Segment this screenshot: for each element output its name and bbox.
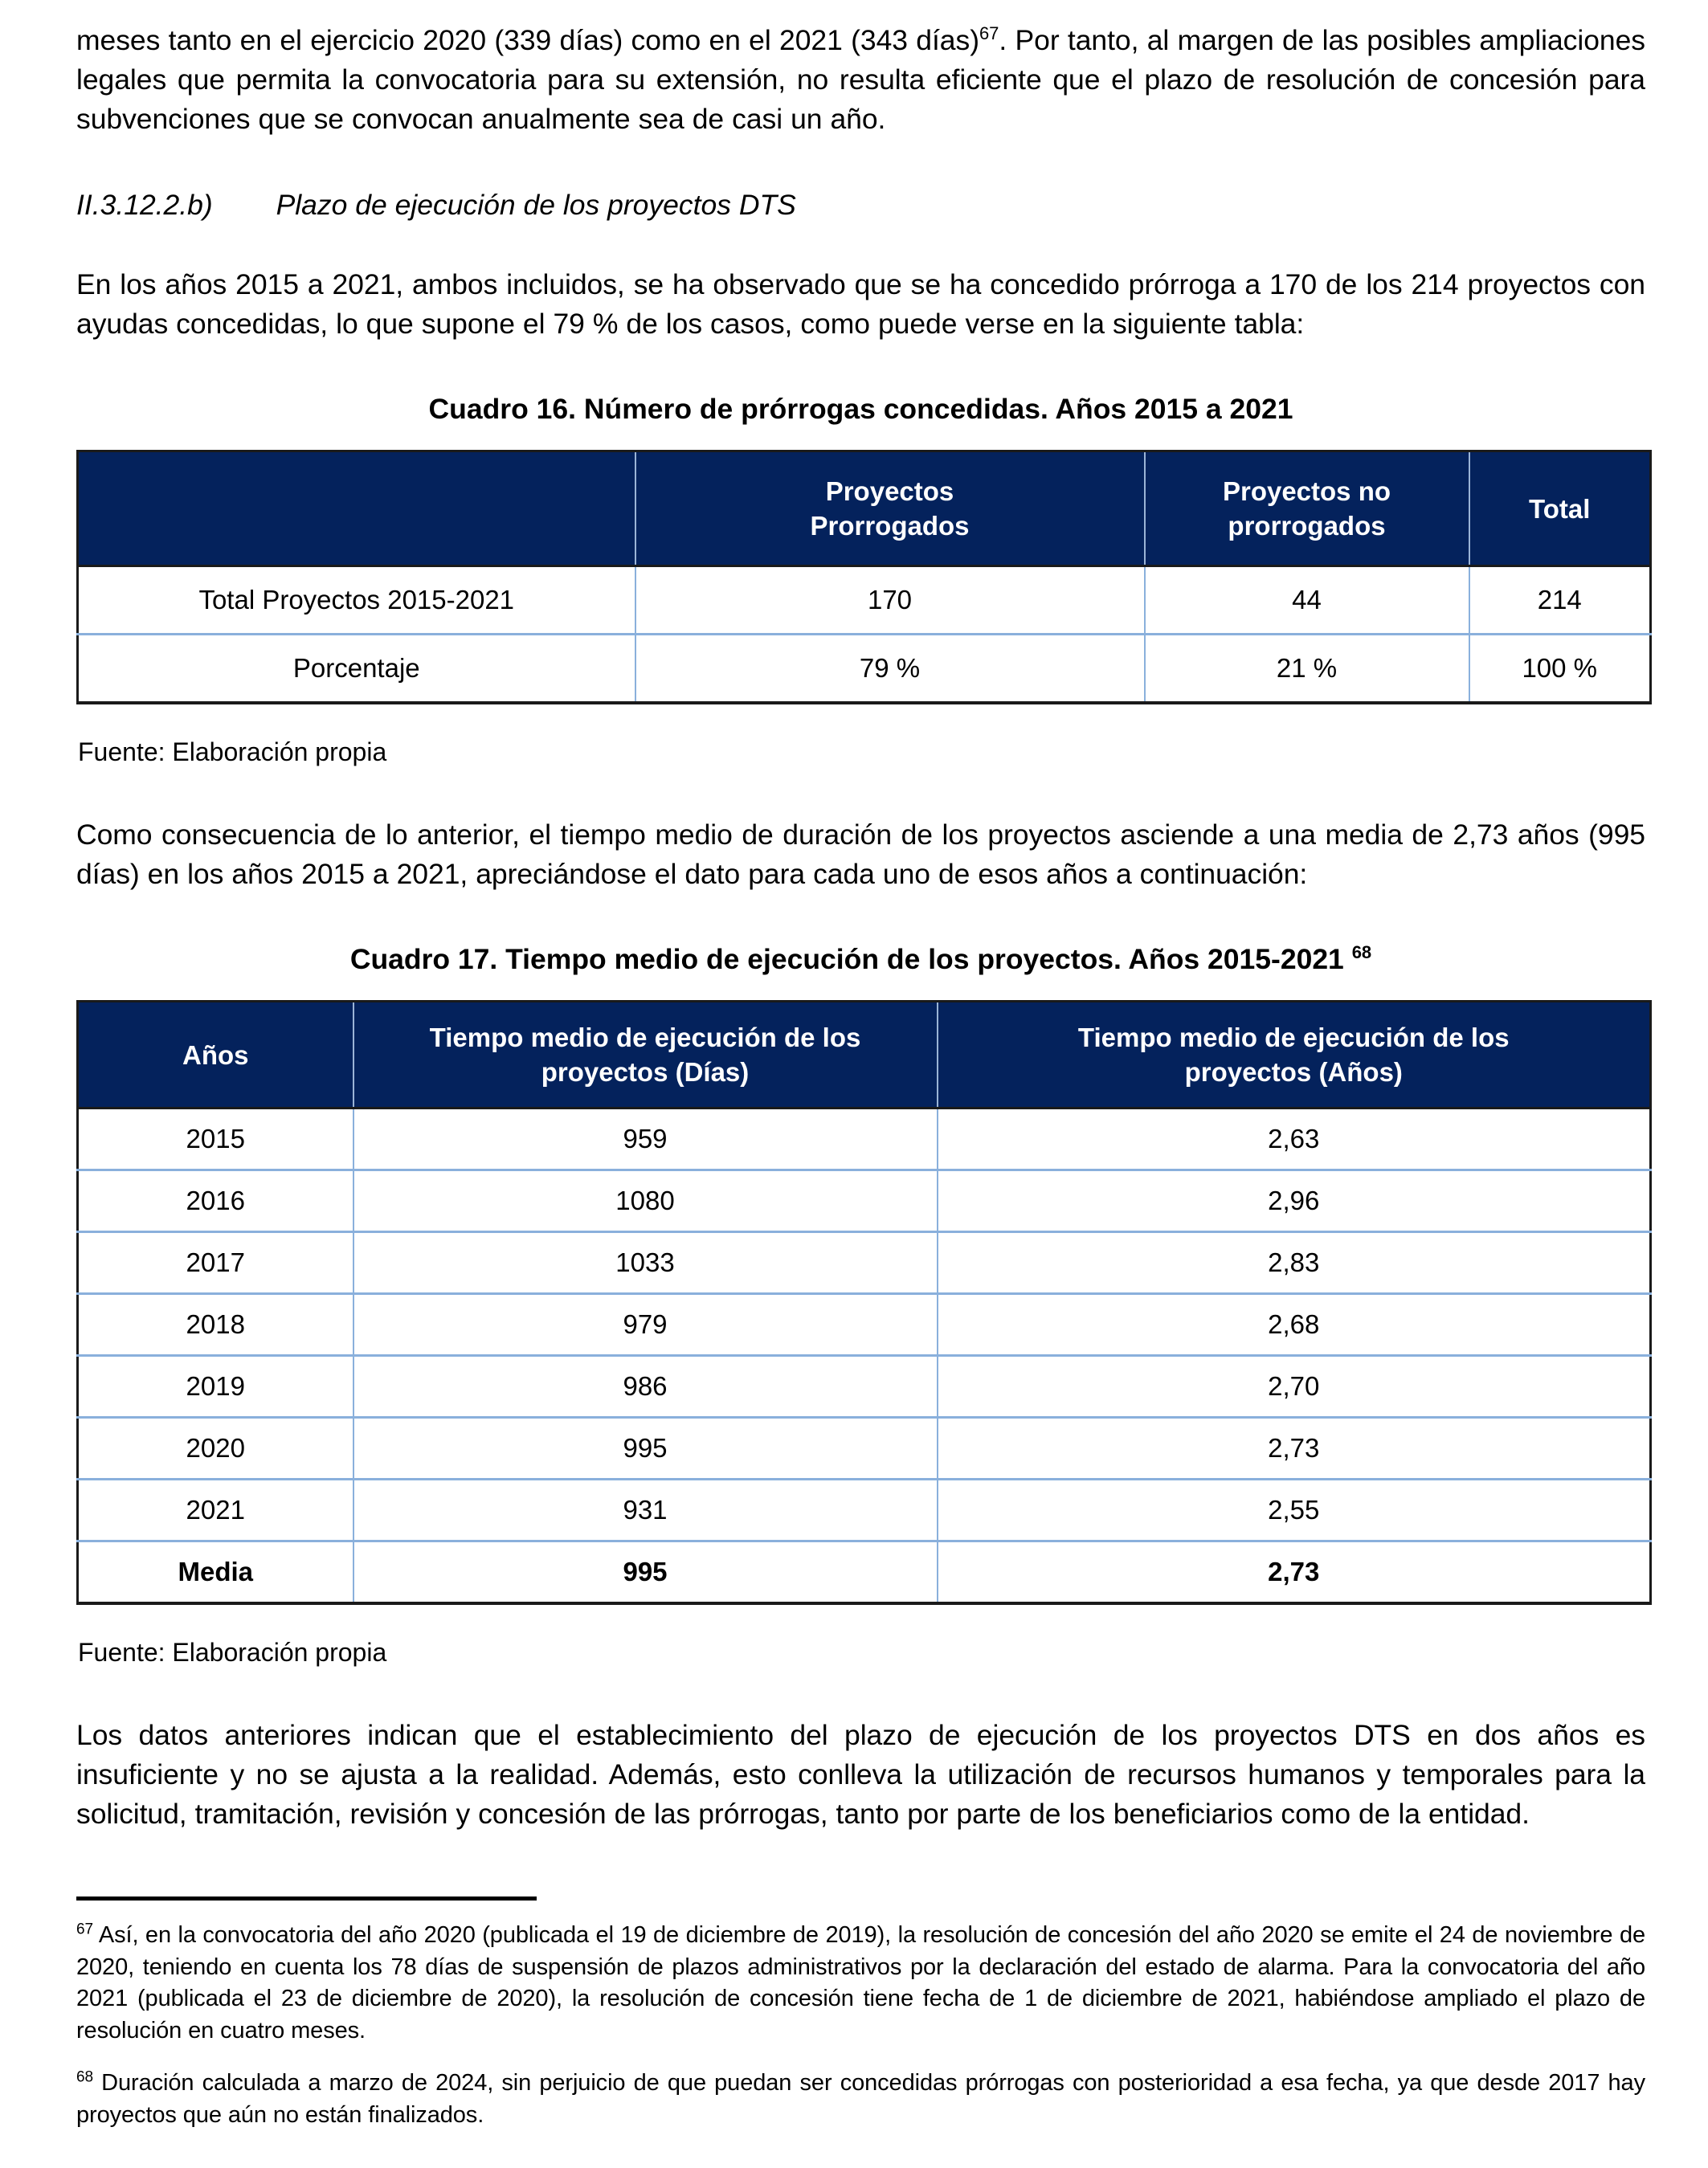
table-row bbox=[78, 1480, 1651, 1541]
table-row bbox=[78, 1108, 1651, 1170]
table16-header-row bbox=[78, 451, 1651, 566]
table17-row2-dias: 1033 bbox=[353, 1232, 938, 1294]
spacer bbox=[76, 894, 1645, 941]
spacer bbox=[76, 978, 1645, 1000]
table-row bbox=[78, 635, 1651, 704]
table-row bbox=[78, 1294, 1651, 1356]
footnote-ref-67[interactable]: 67 bbox=[979, 23, 999, 44]
table17-header-row bbox=[78, 1002, 1651, 1108]
table17-header-dias bbox=[353, 1002, 938, 1108]
header-line-2: prorrogados bbox=[1228, 511, 1386, 541]
spacer bbox=[76, 139, 1645, 186]
spacer bbox=[76, 704, 1645, 735]
table16-header-blank bbox=[78, 451, 635, 566]
table17-row4-anios: 2,70 bbox=[938, 1356, 1651, 1418]
section-heading: II.3.12.2.b) Plazo de ejecución de los proyectos DTS bbox=[76, 189, 796, 221]
header-line-2: proyectos (Años) bbox=[1184, 1057, 1403, 1087]
table17-row3-anios: 2,68 bbox=[938, 1294, 1651, 1356]
table-row bbox=[78, 1356, 1651, 1418]
table16-row1-total: 100 % bbox=[1469, 635, 1651, 704]
header-line-1: Tiempo medio de ejecución de los bbox=[429, 1023, 861, 1052]
table16-row0-total: 214 bbox=[1469, 566, 1651, 635]
footnote-area bbox=[76, 1896, 1645, 2131]
paragraph-continuation bbox=[76, 21, 1645, 139]
header-line-1: Años bbox=[182, 1039, 249, 1070]
header-line-1: Tiempo medio de ejecución de los bbox=[1077, 1023, 1510, 1052]
table17-row4-anio: 2019 bbox=[78, 1356, 353, 1418]
table16-row1-label: Porcentaje bbox=[78, 635, 635, 704]
footnote-67 bbox=[76, 1920, 1645, 2047]
table17-media-label: Media bbox=[78, 1541, 353, 1604]
table16-row0-label: Total Proyectos 2015-2021 bbox=[78, 566, 635, 635]
table-row bbox=[78, 1170, 1651, 1232]
table16-row0-no-prorrogados: 44 bbox=[1145, 566, 1469, 635]
table-row bbox=[78, 1418, 1651, 1480]
table-cuadro-17 bbox=[76, 1000, 1652, 1605]
table17-row5-anio: 2020 bbox=[78, 1418, 353, 1480]
table17-source: Fuente: Elaboración propia bbox=[78, 1638, 387, 1667]
footnote-separator-rule bbox=[76, 1896, 537, 1901]
spacer bbox=[76, 769, 1645, 815]
table-cuadro-16 bbox=[76, 450, 1652, 704]
table17-row3-dias: 979 bbox=[353, 1294, 938, 1356]
footnote-marker-68: 68 bbox=[76, 2068, 93, 2086]
header-line-1: Total bbox=[1529, 493, 1591, 524]
spacer bbox=[76, 1605, 1645, 1635]
table17-row0-dias: 959 bbox=[353, 1108, 938, 1170]
table17-media-dias: 995 bbox=[353, 1541, 938, 1604]
table17-row6-dias: 931 bbox=[353, 1480, 938, 1541]
table17-row3-anio: 2018 bbox=[78, 1294, 353, 1356]
table17-row5-dias: 995 bbox=[353, 1418, 938, 1480]
header-line-1: Proyectos no bbox=[1222, 476, 1391, 506]
table16-header-no-prorrogados bbox=[1145, 451, 1469, 566]
table-row bbox=[78, 1232, 1651, 1294]
spacer bbox=[76, 1669, 1645, 1716]
table17-row5-anios: 2,73 bbox=[938, 1418, 1651, 1480]
footnote-67-text: Así, en la convocatoria del año 2020 (publicada el 19 de diciembre de 2019), la resolución de concesión del año 2020 se emite el 24 de noviembre de 2020, teniendo en cuenta los 78 días de suspensión de plazos administrativos por la declaración del estado de alarma. Para la convocatoria del año 2021 (publicada el 23 de diciembre de 2020), la resolución de concesión tiene fecha de 1 de diciembre de 2021, habiéndose ampliado el plazo de resolución en cuatro meses. bbox=[76, 1922, 1646, 2043]
table17-title-text: Cuadro 17. Tiempo medio de ejecución de los proyectos. Años 2015-2021 bbox=[349, 943, 1344, 975]
table17-header-anios-col bbox=[938, 1002, 1651, 1108]
paragraph-conclusion: Los datos anteriores indican que el establecimiento del plazo de ejecución de los proyectos DTS en dos años es insuficiente y no se ajusta a la realidad. Además, esto conlleva la utilización de recursos humanos y temporales para la solicitud, tramitación, revisión y concesión de las prórrogas, tanto por parte de los beneficiarios como de la entidad. bbox=[76, 1719, 1645, 1830]
paragraph-text-lead: meses tanto en el ejercicio 2020 (339 días) como en el 2021 (343 días) bbox=[76, 24, 979, 56]
table17-media-anios: 2,73 bbox=[938, 1541, 1651, 1604]
table17-row2-anios: 2,83 bbox=[938, 1232, 1651, 1294]
footnote-ref-68[interactable]: 68 bbox=[1351, 942, 1372, 963]
header-line-2: Prorrogados bbox=[810, 511, 970, 541]
table17-row1-anios: 2,96 bbox=[938, 1170, 1651, 1232]
table17-row2-anio: 2017 bbox=[78, 1232, 353, 1294]
table16-title: Cuadro 16. Número de prórrogas concedidas. Años 2015 a 2021 bbox=[428, 393, 1293, 425]
table17-row4-dias: 986 bbox=[353, 1356, 938, 1418]
paragraph-text-tail: . Por tanto, al margen de las posibles ampliaciones legales que permita la convocatoria para su extensión, no resulta eficiente que el plazo de resolución de concesión para subvenciones que se convocan anualmente sea de casi un año. bbox=[76, 24, 1645, 135]
table17-header-anios bbox=[78, 1002, 353, 1108]
table17-row1-anio: 2016 bbox=[78, 1170, 353, 1232]
table16-row1-prorrogados: 79 % bbox=[635, 635, 1145, 704]
footnote-marker-67: 67 bbox=[76, 1921, 93, 1938]
table17-row6-anio: 2021 bbox=[78, 1480, 353, 1541]
table17-title bbox=[76, 941, 1645, 978]
table16-row0-prorrogados: 170 bbox=[635, 566, 1145, 635]
table16-row1-no-prorrogados: 21 % bbox=[1145, 635, 1469, 704]
table16-source: Fuente: Elaboración propia bbox=[78, 737, 387, 766]
table17-row0-anios: 2,63 bbox=[938, 1108, 1651, 1170]
table17-row1-dias: 1080 bbox=[353, 1170, 938, 1232]
paragraph-prorrogas-intro: En los años 2015 a 2021, ambos incluidos, se ha observado que se ha concedido prórroga a 170 de los 214 proyectos con ayudas concedidas, lo que supone el 79 % de los casos, como puede verse en la siguiente tabla: bbox=[76, 268, 1645, 340]
table17-row6-anios: 2,55 bbox=[938, 1480, 1651, 1541]
table-row-media bbox=[78, 1541, 1651, 1604]
header-line-2: proyectos (Días) bbox=[541, 1057, 750, 1087]
header-line-1: Proyectos bbox=[825, 476, 954, 506]
table16-header-total bbox=[1469, 451, 1651, 566]
spacer bbox=[76, 427, 1645, 450]
table16-header-prorrogados bbox=[635, 451, 1145, 566]
spacer bbox=[76, 225, 1645, 265]
footnote-68-text: Duración calculada a marzo de 2024, sin perjuicio de que puedan ser concedidas prórrogas con posterioridad a esa fecha, ya que desde 2017 hay proyectos que aún no están finalizados. bbox=[76, 2070, 1645, 2128]
table17-row0-anio: 2015 bbox=[78, 1108, 353, 1170]
paragraph-tiempo-medio: Como consecuencia de lo anterior, el tiempo medio de duración de los proyectos asciende a una media de 2,73 años (995 días) en los años 2015 a 2021, apreciándose el dato para cada uno de esos años a continuación: bbox=[76, 819, 1645, 890]
spacer bbox=[76, 344, 1645, 390]
table-row bbox=[78, 566, 1651, 635]
footnote-68 bbox=[76, 2068, 1645, 2131]
